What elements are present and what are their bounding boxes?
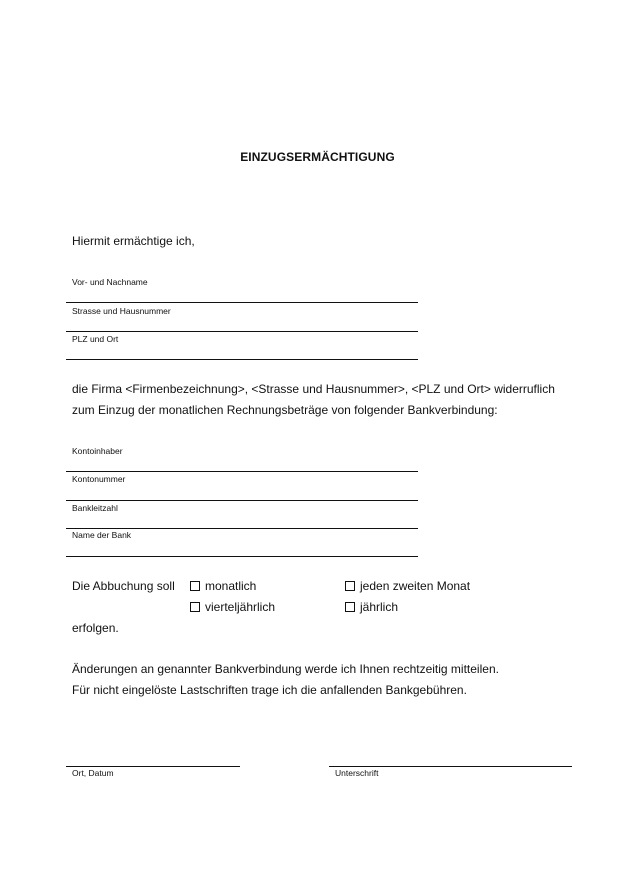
option-quarterly-label: vierteljährlich [205,600,276,614]
checkbox-monthly[interactable] [190,581,200,591]
account-number-label: Kontonummer [72,474,126,484]
bank-code-line[interactable] [66,528,418,529]
account-holder-line[interactable] [66,471,418,472]
intro-text: Hiermit ermächtige ich, [72,234,195,248]
checkbox-bimonthly[interactable] [345,581,355,591]
checkbox-quarterly[interactable] [190,602,200,612]
name-field-line[interactable] [66,302,418,303]
option-bimonthly-label: jeden zweiten Monat [360,579,471,593]
street-field-label: Strasse und Hausnummer [72,306,171,316]
account-holder-label: Kontoinhaber [72,446,123,456]
notice-line-2: Für nicht eingelöste Lastschriften trage ich die anfallenden Bankgebühren. [72,683,467,697]
city-field-line[interactable] [66,359,418,360]
option-yearly[interactable] [345,600,398,614]
bank-name-label: Name der Bank [72,530,132,540]
bank-name-line[interactable] [66,556,418,557]
checkbox-yearly[interactable] [345,602,355,612]
signature-line[interactable] [329,766,572,767]
option-monthly[interactable] [190,579,256,593]
company-text-line-1: die Firma <Firmenbezeichnung>, <Strasse und Hausnummer>, <PLZ und Ort> widerruflich [72,382,555,396]
signature-label: Unterschrift [335,768,379,778]
option-bimonthly[interactable] [345,579,470,593]
option-monthly-label: monatlich [205,579,257,593]
city-field-label: PLZ und Ort [72,334,119,344]
place-date-line[interactable] [66,766,240,767]
option-yearly-label: jährlich [360,600,399,614]
debit-label: Die Abbuchung soll [72,579,175,593]
notice-line-1: Änderungen an genannter Bankverbindung werde ich Ihnen rechtzeitig mitteilen. [72,662,499,676]
street-field-line[interactable] [66,331,418,332]
account-number-line[interactable] [66,500,418,501]
place-date-label: Ort, Datum [72,768,114,778]
name-field-label: Vor- und Nachname [72,277,148,287]
option-quarterly[interactable] [190,600,275,614]
company-text-line-2: zum Einzug der monatlichen Rechnungsbeträge von folgender Bankverbindung: [72,403,498,417]
erfolgen-text: erfolgen. [72,621,119,635]
bank-code-label: Bankleitzahl [72,503,118,513]
document-title: EINZUGSERMÄCHTIGUNG [240,150,395,164]
